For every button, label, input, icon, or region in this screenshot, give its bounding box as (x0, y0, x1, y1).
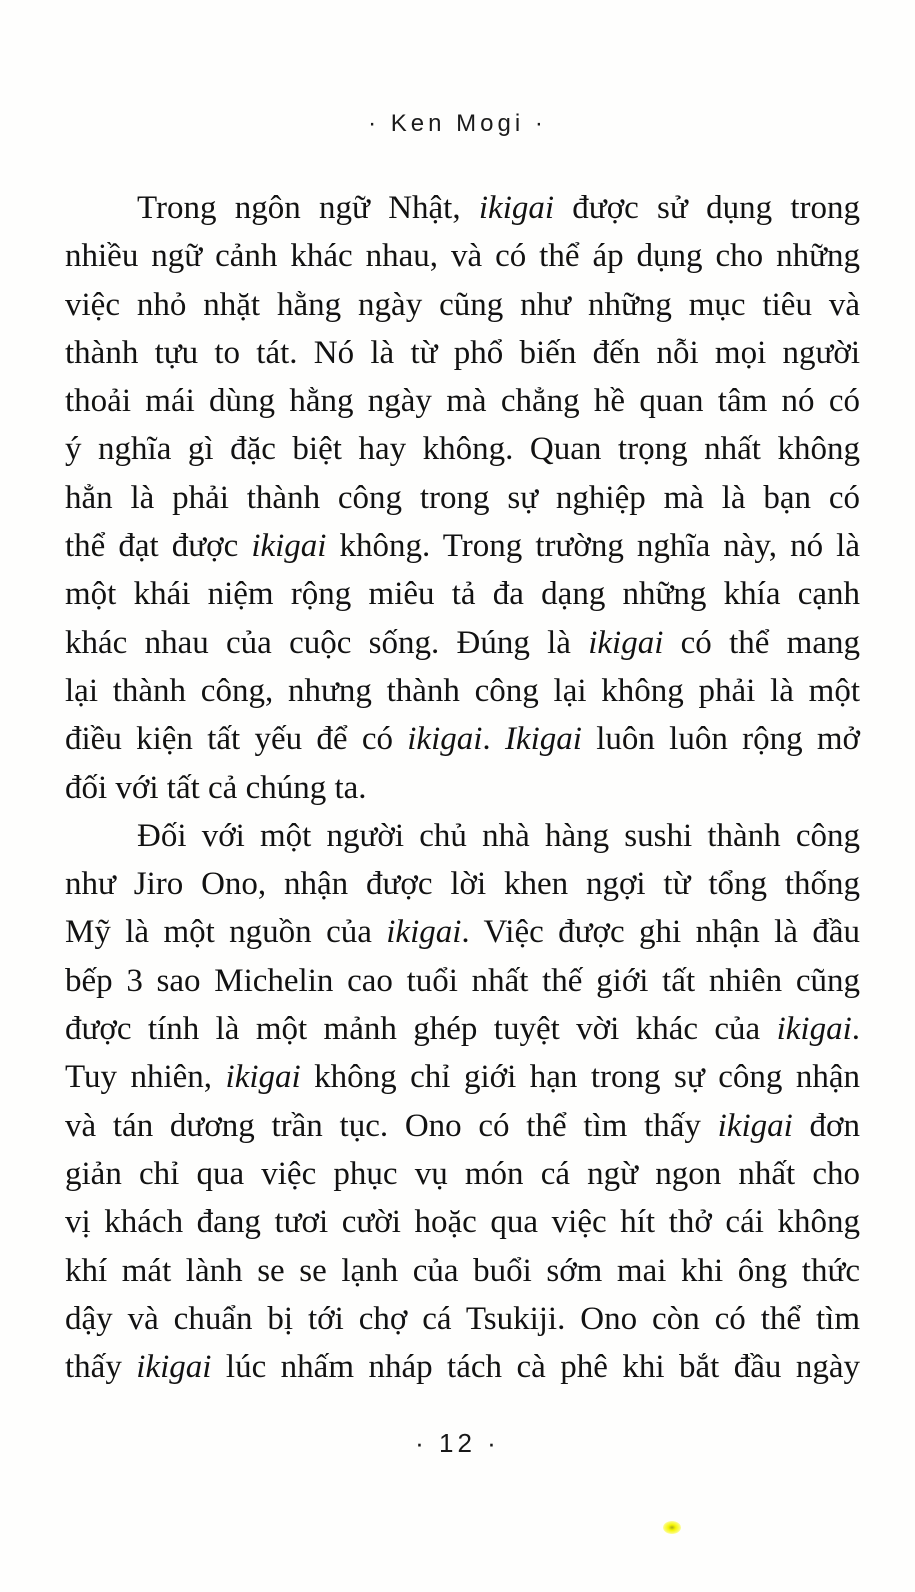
text-segment: nhiều ngữ cảnh khác nhau, và có thể áp dụng cho những (65, 238, 860, 275)
scan-artifact-dot (663, 1521, 681, 1534)
text-segment: thấy (65, 1349, 137, 1386)
text-line (65, 957, 860, 1005)
text-line (65, 764, 860, 812)
text-segment: Tuy nhiên, (65, 1059, 226, 1096)
paragraph (65, 812, 860, 1392)
text-line (65, 908, 860, 956)
page-body (65, 184, 860, 1391)
text-line (65, 1053, 860, 1101)
text-segment: vị khách đang tươi cười hoặc qua việc hít thở cái không (65, 1204, 860, 1241)
text-segment: ý nghĩa gì đặc biệt hay không. Quan trọng nhất không (65, 431, 860, 468)
italic-term: ikigai (386, 914, 462, 951)
italic-term: ikigai (588, 624, 664, 661)
text-line (65, 860, 860, 908)
text-segment: lúc nhấm nháp tách cà phê khi bắt đầu ngày (211, 1349, 860, 1386)
italic-term: ikigai (407, 721, 483, 758)
text-line (65, 570, 860, 618)
text-segment: luôn luôn rộng mở (581, 721, 860, 758)
text-segment: giản chỉ qua việc phục vụ món cá ngừ ngon nhất cho (65, 1155, 860, 1192)
text-segment: một khái niệm rộng miêu tả đa dạng những khía cạnh (65, 576, 860, 613)
text-segment: Trong ngôn ngữ Nhật, (137, 190, 479, 226)
text-segment: đơn (792, 1107, 860, 1144)
text-line (65, 281, 860, 329)
text-line (65, 812, 860, 860)
running-header-author: · Ken Mogi · (368, 110, 547, 137)
text-line (65, 1150, 860, 1198)
text-segment: không. Trong trường nghĩa này, nó là (326, 528, 860, 565)
text-segment: bếp 3 sao Michelin cao tuổi nhất thế giới tất nhiên cũng (65, 962, 860, 999)
text-segment: thoải mái dùng hằng ngày mà chẳng hề quan tâm nó có (65, 383, 860, 420)
italic-term: ikigai (136, 1349, 212, 1386)
text-segment: và tán dương trần tục. Ono có thể tìm thấy (65, 1107, 718, 1144)
text-segment: việc nhỏ nhặt hằng ngày cũng như những mục tiêu và (65, 286, 860, 323)
text-segment: đối với tất cả chúng ta. (65, 769, 367, 806)
text-line (65, 715, 860, 763)
text-line (65, 522, 860, 570)
text-line (65, 667, 860, 715)
italic-term: ikigai (717, 1107, 793, 1144)
italic-term: ikigai (225, 1059, 301, 1096)
text-segment: có thể mang (663, 624, 860, 661)
italic-term: Ikigai (504, 721, 582, 758)
text-segment: . Việc được ghi nhận là đầu (461, 914, 860, 951)
text-line (65, 619, 860, 667)
text-line (65, 1198, 860, 1246)
text-line (65, 1005, 860, 1053)
text-segment: . (482, 721, 505, 758)
text-segment: Mỹ là một nguồn của (65, 914, 387, 951)
text-segment: hẳn là phải thành công trong sự nghiệp mà là bạn có (65, 479, 860, 516)
text-segment: lại thành công, nhưng thành công lại không phải là một (65, 672, 860, 709)
text-segment: khác nhau của cuộc sống. Đúng là (65, 624, 589, 661)
text-segment: như Jiro Ono, nhận được lời khen ngợi từ tổng thống (65, 866, 860, 903)
text-line (65, 474, 860, 522)
text-line (65, 1247, 860, 1295)
text-segment: khí mát lành se se lạnh của buổi sớm mai khi ông thức (65, 1252, 860, 1289)
paragraph (65, 184, 860, 812)
text-segment: thành tựu to tát. Nó là từ phổ biến đến nỗi mọi người (65, 334, 860, 371)
text-segment: điều kiện tất yếu để có (65, 721, 408, 758)
text-line (65, 329, 860, 377)
text-line (65, 425, 860, 473)
text-line (65, 1343, 860, 1391)
italic-term: ikigai (251, 528, 327, 565)
italic-term: ikigai (478, 190, 555, 226)
text-line (65, 1295, 860, 1343)
text-line (65, 232, 860, 280)
text-segment: được sử dụng trong (554, 190, 860, 226)
text-segment: được tính là một mảnh ghép tuyệt vời khác của (65, 1011, 777, 1048)
text-segment: Đối với một người chủ nhà hàng sushi thành công (137, 817, 860, 854)
text-segment: không chỉ giới hạn trong sự công nhận (300, 1059, 860, 1096)
page-number: · 12 · (415, 1428, 500, 1458)
text-segment: thể đạt được (65, 528, 252, 565)
text-line (65, 377, 860, 425)
text-segment: dậy và chuẩn bị tới chợ cá Tsukiji. Ono còn có thể tìm (65, 1300, 860, 1337)
italic-term: ikigai (776, 1011, 852, 1048)
text-line (65, 184, 860, 232)
text-line (65, 1102, 860, 1150)
text-segment: . (851, 1011, 860, 1048)
